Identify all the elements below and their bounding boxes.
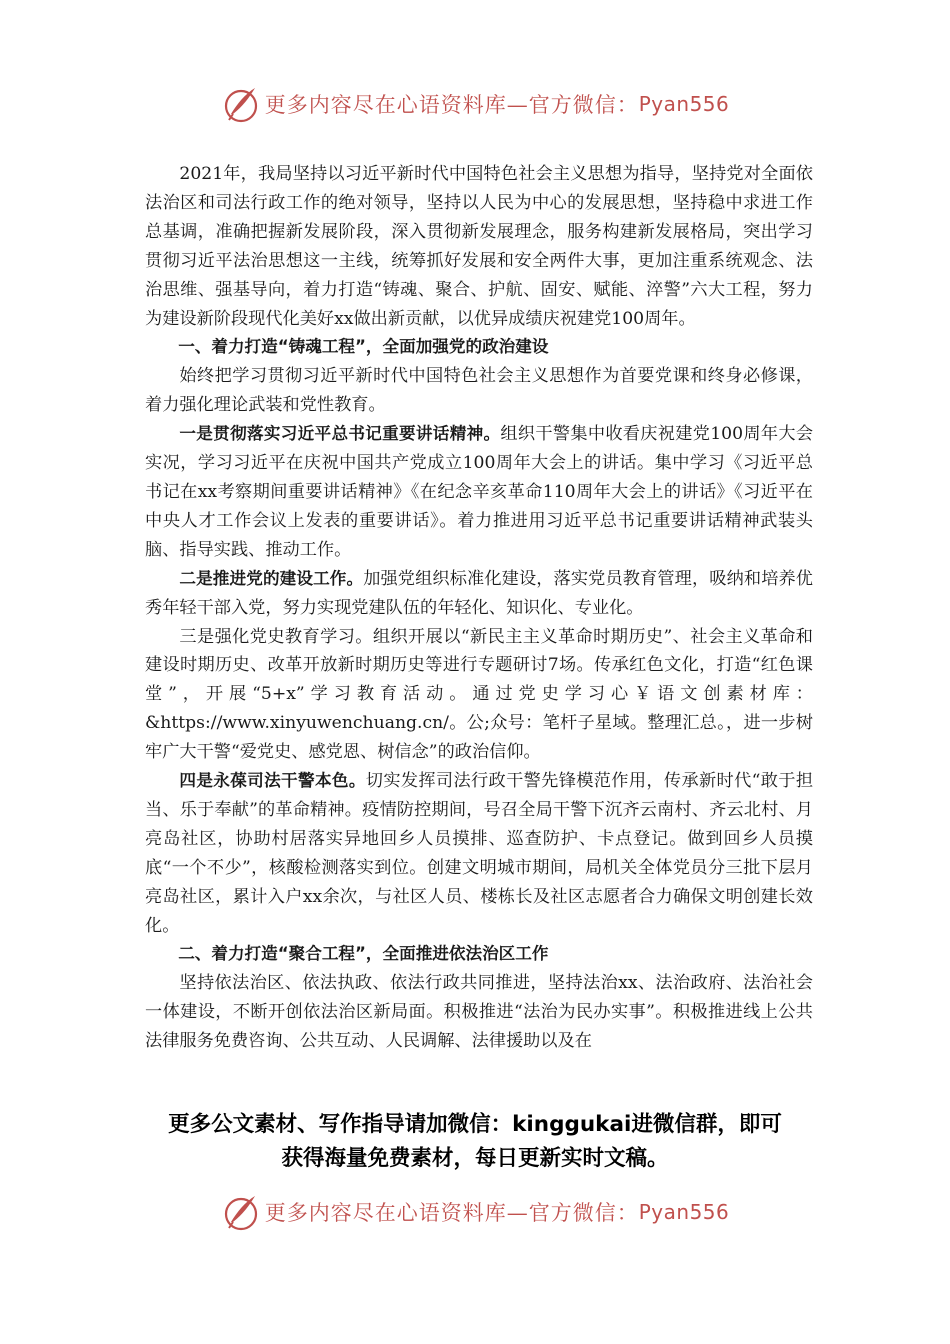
item-3-paragraph: 三是强化党史教育学习。组织开展以“新民主主义革命时期历史”、社会主义革命和建设时期历史、改革开放新时期历史等进行专题研讨7场。传承红色文化，打造“红色课堂”，开展“5+x”学习教育活动。通过党史学习心￥语文创素材库：&https://www.xinyuwenchuang.cn/。公;众号：笔杆子星域。整理汇总。，进一步树牢广大干警“爱党史、感党恩、树信念”的政治信仰。	[145, 626, 813, 763]
item-4-paragraph	[145, 767, 813, 940]
quill-logo-icon	[221, 1192, 261, 1232]
item-4-lead: 四是永葆司法干警本色。	[179, 771, 366, 791]
promo-note	[120, 1108, 830, 1176]
quill-logo-icon	[221, 84, 261, 124]
document-body	[145, 160, 813, 1056]
section-2-heading: 二、着力打造“聚合工程”，全面推进依法治区工作	[178, 944, 549, 964]
item-2-body: 加强党组织标准化建设，落实党员教育管理，吸纳和培养优秀年轻干部入党，努力实现党建队伍的年轻化、知识化、专业化。	[145, 568, 813, 618]
section-1-heading: 一、着力打造“铸魂工程”，全面加强党的政治建设	[178, 337, 549, 357]
item-1-body: 组织干警集中收看庆祝建党100周年大会实况，学习习近平在庆祝中国共产党成立100周年大会上的讲话。集中学习《习近平总书记在xx考察期间重要讲话精神》《在纪念辛亥革命110周年大会上的讲话》《习近平在中央人才工作会议上发表的重要讲话》。着力推进用习近平总书记重要讲话精神武装头脑、指导实践、推动工作。	[145, 424, 814, 560]
watermark-banner-top	[0, 82, 950, 126]
watermark-text: 更多内容尽在心语资料库—官方微信：	[264, 93, 639, 117]
section-1-intro: 始终把学习贯彻习近平新时代中国特色社会主义思想作为首要党课和终身必修课，着力强化理论武装和党性教育。	[145, 366, 813, 416]
promo-line-2: 获得海量免费素材，每日更新实时文稿。	[281, 1146, 669, 1171]
promo-line-1: 更多公文素材、写作指导请加微信：kinggukai进微信群，即可	[168, 1112, 782, 1137]
watermark-text: 更多内容尽在心语资料库—官方微信：	[264, 1201, 639, 1225]
item-4-body: 切实发挥司法行政干警先锋模范作用，传承新时代“敢于担当、乐于奉献”的革命精神。疫情防控期间，号召全局干警下沉齐云南村、齐云北村、月亮岛社区，协助村居落实异地回乡人员摸排、巡查防护、卡点登记。做到回乡人员摸底“一个不少”，核酸检测落实到位。创建文明城市期间，局机关全体党员分三批下层月亮岛社区，累计入户xx余次，与社区人员、楼栋长及社区志愿者合力确保文明创建长效化。	[145, 771, 814, 936]
item-2-paragraph	[145, 565, 813, 623]
watermark-wechat-id: Pyan556	[638, 1200, 730, 1224]
watermark-banner-bottom	[0, 1190, 950, 1234]
item-1-paragraph	[145, 420, 813, 565]
item-1-lead: 一是贯彻落实习近平总书记重要讲话精神。	[179, 424, 501, 444]
watermark-wechat-id: Pyan556	[638, 92, 730, 116]
section-2-intro: 坚持依法治区、依法执政、依法行政共同推进，坚持法治xx、法治政府、法治社会一体建设，不断开创依法治区新局面。积极推进“法治为民办实事”。积极推进线上公共法律服务免费咨询、公共互动、人民调解、法律援助以及在	[145, 973, 813, 1052]
item-2-lead: 二是推进党的建设工作。	[179, 568, 364, 588]
intro-paragraph: 2021年，我局坚持以习近平新时代中国特色社会主义思想为指导，坚持党对全面依法治区和司法行政工作的绝对领导，坚持以人民为中心的发展思想，坚持稳中求进工作总基调，准确把握新发展阶段，深入贯彻新发展理念，服务构建新发展格局，突出学习贯彻习近平法治思想这一主线，统筹抓好发展和安全两件大事，更加注重系统观念、法治思维、强基导向，着力打造“铸魂、聚合、护航、固安、赋能、淬警”六大工程，努力为建设新阶段现代化美好xx做出新贡献，以优异成绩庆祝建党100周年。	[145, 164, 813, 329]
